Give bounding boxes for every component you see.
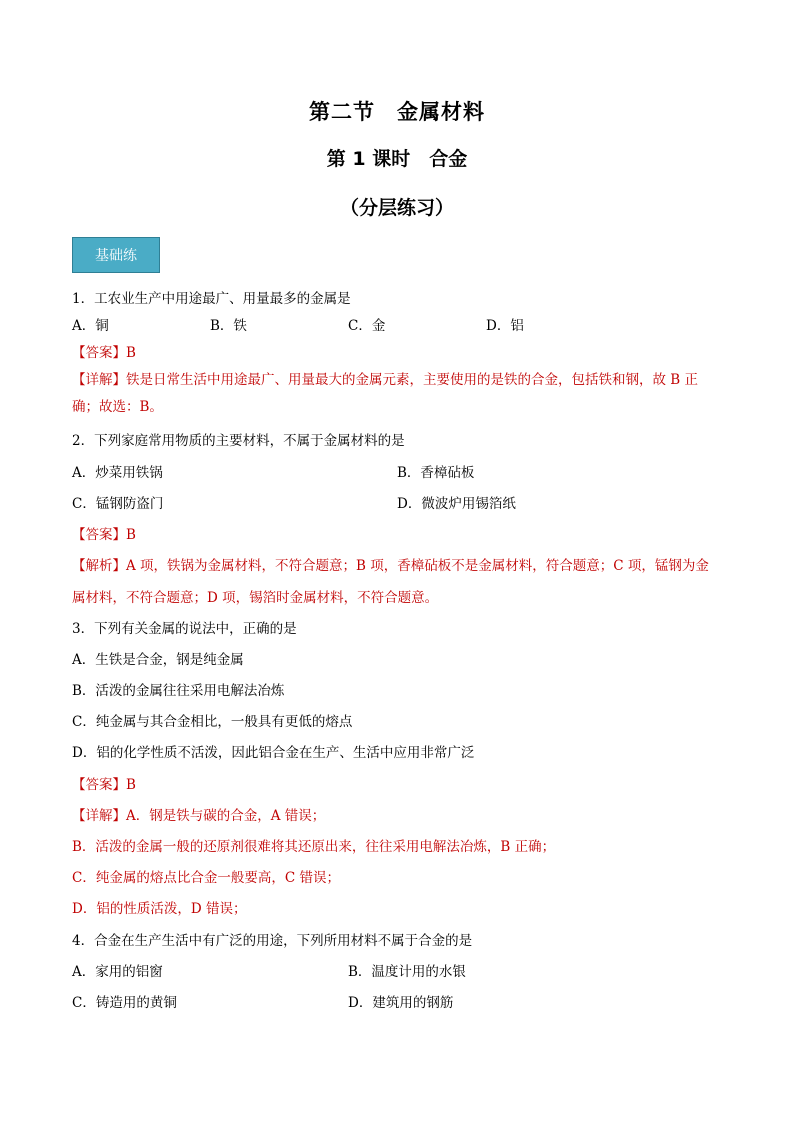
q3-option-d: D．铝的化学性质不活泼，因此铝合金在生产、生活中应用非常广泛 (72, 745, 475, 761)
q3-detail-d: D．铝的性质活泼，D 错误； (72, 901, 247, 917)
q3-answer: 【答案】B (72, 777, 136, 793)
basic-practice-badge: 基础练 (72, 237, 160, 273)
q2-option-d: D．微波炉用锡箔纸 (397, 496, 516, 512)
lesson-subtitle: 第 1 课时 合金 (326, 148, 468, 170)
q2-analysis-line2: 属材料，不符合题意；D 项，锡箔时金属材料，不符合题意。 (72, 590, 439, 606)
practice-type-label: （分层练习） (339, 197, 454, 219)
q1-option-c: C．金 (348, 318, 386, 334)
q3-detail-a: 【详解】A．钢是铁与碳的合金，A 错误； (72, 808, 326, 824)
q2-analysis-line1: 【解析】A 项，铁锅为金属材料，不符合题意；B 项，香樟砧板不是金属材料，符合题意；C 项，锰钢为金 (72, 558, 709, 574)
q4-option-a: A．家用的铝窗 (72, 964, 163, 980)
q1-option-d: D．铝 (486, 318, 524, 334)
q1-option-b: B．铁 (210, 318, 247, 334)
q3-detail-b: B．活泼的金属一般的还原剂很难将其还原出来，往往采用电解法冶炼，B 正确； (72, 839, 556, 855)
section-title: 第二节 金属材料 (309, 100, 485, 124)
q4-option-b: B．温度计用的水银 (348, 964, 466, 980)
q4-option-d: D．建筑用的钢筋 (348, 995, 454, 1011)
q2-answer: 【答案】B (72, 527, 136, 543)
q2-stem: 2．下列家庭常用物质的主要材料，不属于金属材料的是 (72, 433, 405, 449)
q3-detail-c: C．纯金属的熔点比合金一般要高，C 错误； (72, 870, 340, 886)
q2-option-c: C．锰钢防盗门 (72, 496, 164, 512)
q4-stem: 4．合金在生产生活中有广泛的用途，下列所用材料不属于合金的是 (72, 933, 473, 949)
q2-option-a: A．炒菜用铁锅 (72, 465, 163, 481)
q3-option-c: C．纯金属与其合金相比，一般具有更低的熔点 (72, 714, 353, 730)
q1-detail-line2: 确；故选：B。 (72, 399, 163, 415)
q3-option-b: B．活泼的金属往往采用电解法冶炼 (72, 683, 285, 699)
q4-option-c: C．铸造用的黄铜 (72, 995, 177, 1011)
q3-stem: 3．下列有关金属的说法中，正确的是 (72, 621, 297, 637)
q1-stem: 1．工农业生产中用途最广、用量最多的金属是 (72, 291, 351, 307)
q1-detail-line1: 【详解】铁是日常生活中用途最广、用量最大的金属元素，主要使用的是铁的合金，包括铁和钢，故 B 正 (72, 372, 699, 388)
q1-answer: 【答案】B (72, 345, 136, 361)
q1-option-a: A．铜 (72, 318, 109, 334)
q3-option-a: A．生铁是合金，钢是纯金属 (72, 652, 244, 668)
q2-option-b: B．香樟砧板 (397, 465, 475, 481)
